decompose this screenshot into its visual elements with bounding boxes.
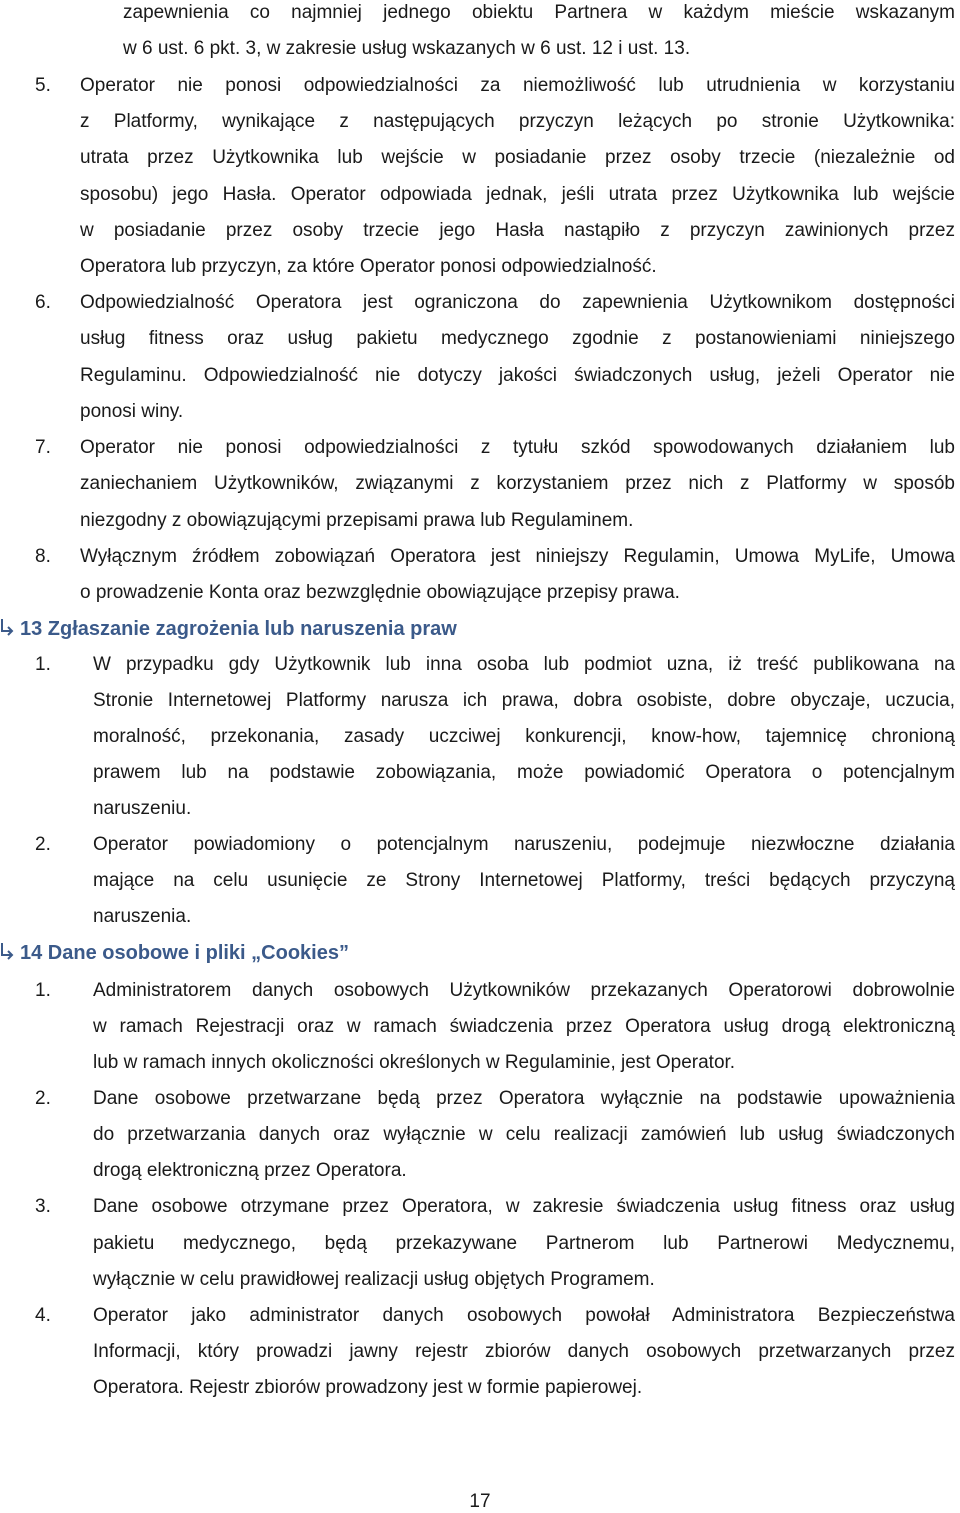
list-item-number: 2. (35, 1088, 51, 1109)
text-line: o prowadzenie Konta oraz bezwzględnie obowiązujące przepisy prawa. (80, 582, 680, 603)
list-item-number: 1. (35, 980, 51, 1001)
text-line: z Platformy, wynikające z następujących przyczyn leżących po stronie Użytkownika: (80, 111, 955, 132)
text-line: w ramach Rejestracji oraz w ramach świadczenia przez Operatora usług drogą elektroniczną (93, 1016, 955, 1037)
text-line: mające na celu usunięcie ze Strony Internetowej Platformy, treści będących przyczyną (93, 870, 955, 891)
text-line: Operator nie ponosi odpowiedzialności z tytułu szkód spowodowanych działaniem lub (80, 437, 955, 458)
list-item-number: 8. (35, 546, 51, 567)
text-line: usług fitness oraz usług pakietu medycznego zgodnie z postanowieniami niniejszego (80, 328, 955, 349)
text-line: pakietu medycznego, będą przekazywane Partnerom lub Partnerowi Medycznemu, (93, 1233, 955, 1254)
text-line: wyłącznie w celu prawidłowej realizacji usług objętych Programem. (93, 1269, 655, 1290)
text-line: Operatora. Rejestr zbiorów prowadzony jest w formie papierowej. (93, 1377, 643, 1398)
text-line: prawem lub na podstawie zobowiązania, może powiadomić Operatora o potencjalnym (93, 762, 955, 783)
text-line: zapewnienia co najmniej jednego obiektu Partnera w każdym mieście wskazanym (123, 2, 955, 23)
list-item-number: 3. (35, 1196, 51, 1217)
list-item-number: 4. (35, 1305, 51, 1326)
text-line: w posiadanie przez osoby trzecie jego Hasła nastąpiło z przyczyn zawinionych przez (80, 220, 955, 241)
text-line: Dane osobowe przetwarzane będą przez Operatora wyłącznie na podstawie upoważnienia (93, 1088, 955, 1109)
text-line: Administratorem danych osobowych Użytkowników przekazanych Operatorowi dobrowolnie (93, 980, 955, 1001)
text-line: utrata przez Użytkownika lub wejście w posiadanie przez osoby trzecie (niezależnie od (80, 147, 955, 168)
section-heading-title: 14 Dane osobowe i pliki „Cookies” (20, 942, 349, 964)
text-line: Regulaminu. Odpowiedzialność nie dotyczy jakości świadczonych usług, jeżeli Operator nie (80, 365, 955, 386)
text-line: Informacji, który prowadzi jawny rejestr zbiorów danych osobowych przetwarzanych przez (93, 1341, 955, 1362)
page-number: 17 (469, 1491, 491, 1512)
arrow-icon (0, 941, 14, 963)
text-line: zaniechaniem Użytkowników, związanymi z korzystaniem przez nich z Platformy w sposób (80, 473, 955, 494)
section-heading (0, 941, 349, 965)
text-line: Operator jako administrator danych osobowych powołał Administratora Bezpieczeństwa (93, 1305, 955, 1326)
section-heading (0, 617, 457, 641)
list-item-number: 1. (35, 654, 51, 675)
text-line: naruszeniu. (93, 798, 192, 819)
text-line: W przypadku gdy Użytkownik lub inna osoba lub podmiot uzna, iż treść publikowana na (93, 654, 955, 675)
text-line: Operator powiadomiony o potencjalnym naruszeniu, podejmuje niezwłoczne działania (93, 834, 955, 855)
text-line: ponosi winy. (80, 401, 184, 422)
list-item-number: 7. (35, 437, 51, 458)
text-line: sposobu) jego Hasła. Operator odpowiada jednak, jeśli utrata przez Użytkownika lub wejście (80, 184, 955, 205)
text-line: Stronie Internetowej Platformy narusza ich prawa, dobra osobiste, dobre obyczaje, uczucia, (93, 690, 955, 711)
text-line: Operator nie ponosi odpowiedzialności za niemożliwość lub utrudnienia w korzystaniu (80, 75, 955, 96)
text-line: Wyłącznym źródłem zobowiązań Operatora jest niniejszy Regulamin, Umowa MyLife, Umowa (80, 546, 955, 567)
text-line: naruszenia. (93, 906, 192, 927)
section-heading-title: 13 Zgłaszanie zagrożenia lub naruszenia praw (20, 618, 457, 640)
list-item-number: 6. (35, 292, 51, 313)
text-line: niezgodny z obowiązującymi przepisami prawa lub Regulaminem. (80, 510, 634, 531)
text-line: w 6 ust. 6 pkt. 3, w zakresie usług wskazanych w 6 ust. 12 i ust. 13. (123, 38, 691, 59)
text-line: lub w ramach innych okoliczności określonych w Regulaminie, jest Operator. (93, 1052, 736, 1073)
arrow-icon (0, 617, 14, 639)
text-line: do przetwarzania danych oraz wyłącznie w celu realizacji zamówień lub usług świadczonych (93, 1124, 955, 1145)
text-line: drogą elektroniczną przez Operatora. (93, 1160, 407, 1181)
text-line: Dane osobowe otrzymane przez Operatora, w zakresie świadczenia usług fitness oraz usług (93, 1196, 955, 1217)
list-item-number: 5. (35, 75, 51, 96)
text-line: moralność, przekonania, zasady uczciwej konkurencji, know-how, tajemnicę chronioną (93, 726, 955, 747)
text-line: Odpowiedzialność Operatora jest ograniczona do zapewnienia Użytkownikom dostępności (80, 292, 955, 313)
text-line: Operatora lub przyczyn, za które Operator ponosi odpowiedzialność. (80, 256, 657, 277)
list-item-number: 2. (35, 834, 51, 855)
